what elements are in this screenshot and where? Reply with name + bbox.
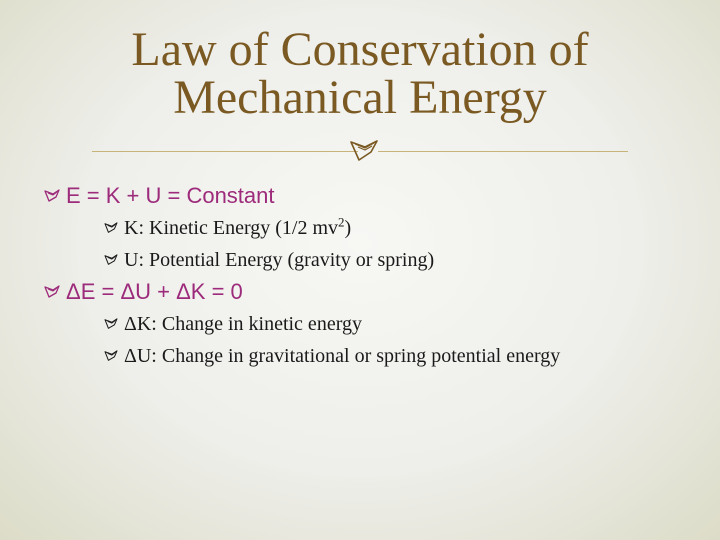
kinetic-suffix: ) [344, 216, 352, 239]
slide-title [40, 23, 680, 124]
sub-bullet-text [124, 213, 352, 240]
title-line-1: Law of Conservation of [131, 23, 589, 76]
title-line-2: Mechanical Energy [173, 71, 547, 124]
bullet-list [44, 180, 694, 372]
leaf-bullet-icon [44, 189, 60, 203]
kinetic-superscript: 2 [338, 213, 345, 229]
leaf-bullet-icon [44, 285, 60, 299]
sub-bullet-delta-kinetic [44, 308, 694, 340]
kinetic-prefix: K: Kinetic Energy (1/2 mv [124, 216, 339, 239]
title-divider-right [378, 151, 628, 152]
bookmark-leaf-icon [349, 138, 379, 164]
leaf-bullet-icon [104, 318, 118, 330]
leaf-bullet-icon [104, 222, 118, 234]
leaf-bullet-icon [104, 254, 118, 266]
sub-bullet-text: U: Potential Energy (gravity or spring) [124, 248, 435, 271]
leaf-bullet-icon [104, 350, 118, 362]
title-divider-left [92, 151, 358, 152]
sub-bullet-delta-potential [44, 340, 694, 372]
bullet-text: E = K + U = Constant [66, 183, 275, 208]
bullet-text: ΔE = ΔU + ΔK = 0 [66, 279, 243, 304]
sub-bullet-text: ΔU: Change in gravitational or spring potential energy [124, 344, 561, 367]
sub-bullet-kinetic [44, 212, 694, 244]
bullet-energy-constant [44, 180, 694, 212]
sub-bullet-potential [44, 244, 694, 276]
bullet-delta-energy [44, 276, 694, 308]
sub-bullet-text: ΔK: Change in kinetic energy [124, 312, 362, 335]
